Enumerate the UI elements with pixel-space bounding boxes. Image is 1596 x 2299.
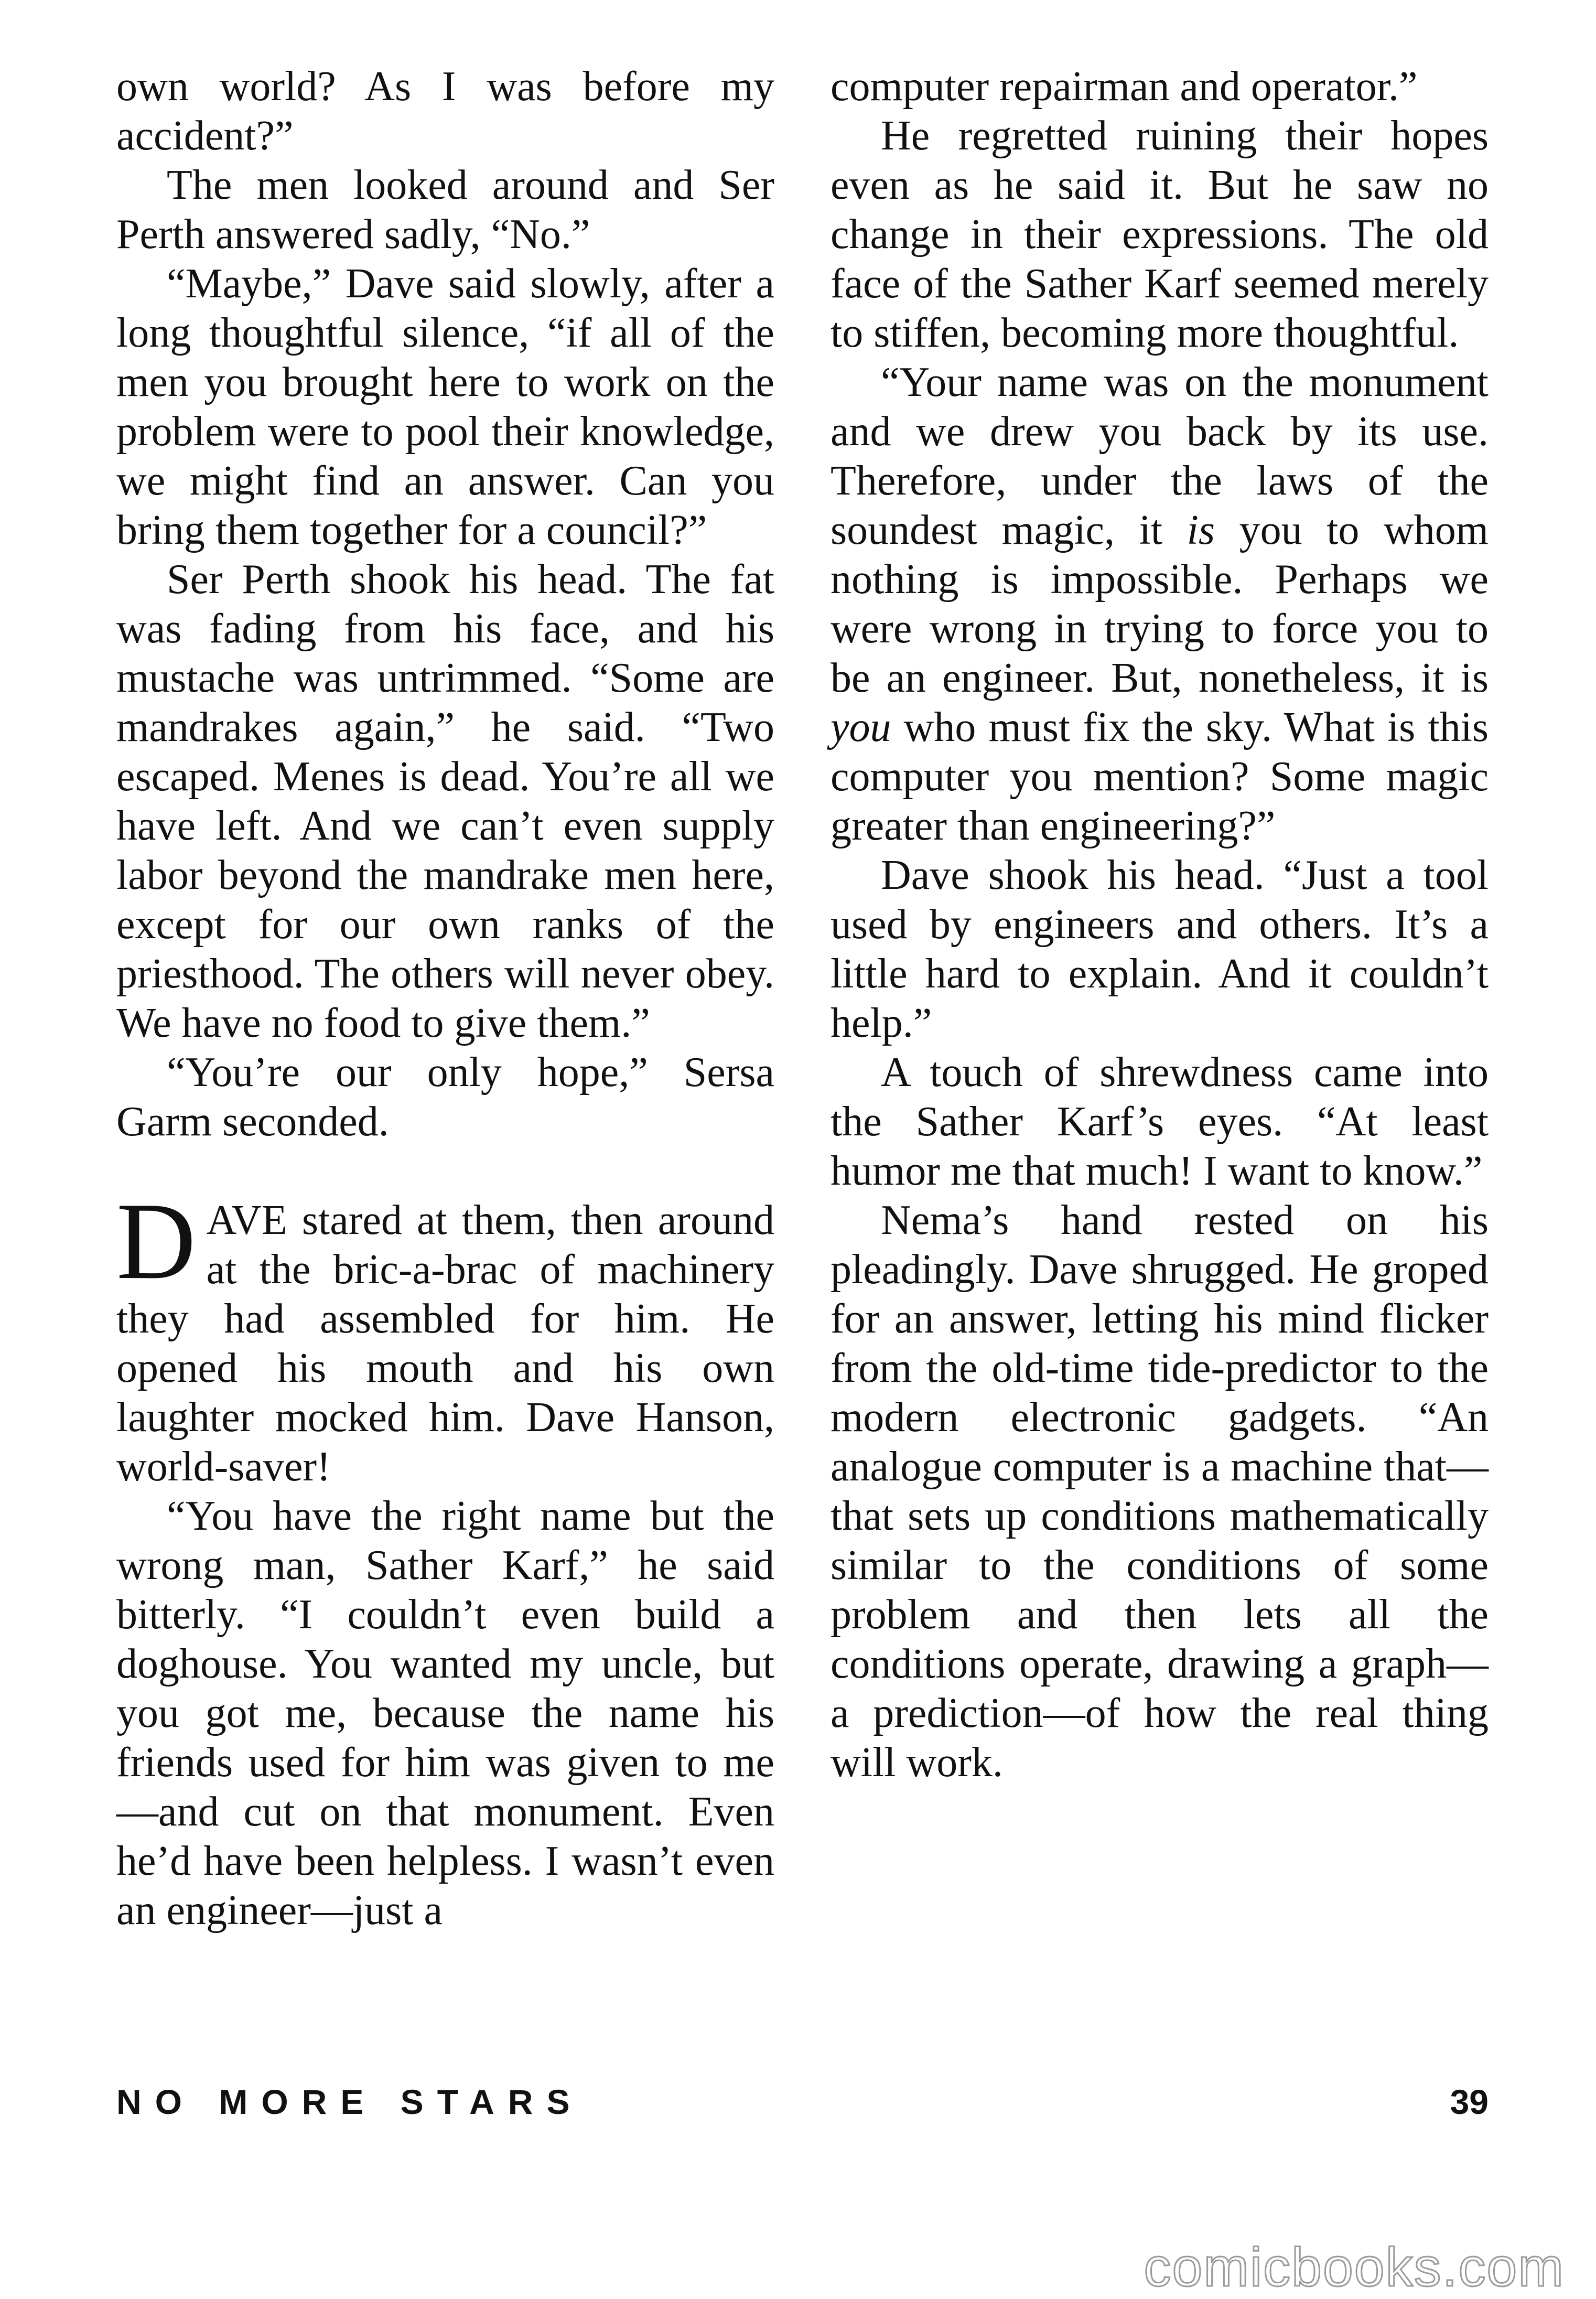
drop-cap: D	[116, 1180, 196, 1302]
dropcap-paragraph-text: AVE stared at them, then around at the bric-a-brac of machinery they had assembled for him. He opened his mouth and his own laughter mocked him. Dave Hanson, world-saver!	[116, 1197, 774, 1490]
paragraph: The men looked around and Ser Perth answered sadly, “No.”	[116, 162, 774, 257]
emphasis: you	[831, 704, 891, 750]
paragraph: He regretted ruining their hopes even as he said it. But he saw no change in their expressions. The old face of the Sather Karf seemed merely to stiffen, becoming more thoughtful.	[831, 113, 1489, 356]
paragraph: Dave shook his head. “Just a tool used by engineers and others. It’s a little hard to explain. And it couldn’t help.”	[831, 852, 1489, 1046]
right-text-column	[831, 62, 1489, 1787]
paragraph: computer repairman and operator.”	[831, 63, 1418, 110]
paragraph: A touch of shrewdness came into the Sather Karf’s eyes. “At least humor me that much! I want to know.”	[831, 1049, 1489, 1194]
paragraph: “Maybe,” Dave said slowly, after a long thoughtful silence, “if all of the men you brought here to work on the problem were to pool their knowledge, we might find an answer. Can you bring them together for a council?”	[116, 261, 774, 553]
paragraph: “You have the right name but the wrong man, Sather Karf,” he said bitterly. “I couldn’t even build a doghouse. You wanted my uncle, but you got me, because the name his friends used for him was given to me—and cut on that monument. Even he’d have been helpless. I wasn’t even an engineer—just a	[116, 1493, 774, 1933]
text-run: who must fix the sky. What is this computer you mention? Some magic greater than engineering?”	[831, 704, 1489, 849]
paragraph: “You’re our only hope,” Sersa Garm seconded.	[116, 1049, 774, 1145]
paragraph: Nema’s hand rested on his pleadingly. Dave shrugged. He groped for an answer, letting his mind flicker from the old-time tide-predictor to the modern electronic gadgets. “An analogue computer is a machine that—that sets up conditions mathematically similar to the conditions of some problem and then lets all the conditions operate, drawing a graph—a prediction—of how the real thing will work.	[831, 1197, 1489, 1786]
running-title: NO MORE STARS	[116, 2082, 584, 2121]
paragraph: own world? As I was before my accident?”	[116, 63, 774, 159]
paragraph: Ser Perth shook his head. The fat was fading from his face, and his mustache was untrimmed. “Some are mandrakes again,” he said. “Two escaped. Menes is dead. You’re all we have left. And we can’t even supply labor beyond the mandrake men here, except for our own ranks of the priesthood. The others will never obey. We have no food to give them.”	[116, 556, 774, 1046]
text-run: “Your name was on the monument and we drew you back by its use. Therefore, under the laws of the soundest magic, it	[831, 359, 1489, 553]
text-run: you to whom nothing is impossible. Perhaps we were wrong in trying to force you to be an engineer. But, nonetheless, it is	[831, 507, 1489, 701]
left-text-column	[116, 62, 774, 1935]
section-opening-paragraph	[116, 1180, 774, 1491]
emphasis: is	[1187, 507, 1215, 553]
watermark: comicbooks.com	[1144, 2237, 1565, 2298]
page-number: 39	[1450, 2082, 1489, 2121]
paragraph-with-emphasis	[831, 358, 1489, 851]
